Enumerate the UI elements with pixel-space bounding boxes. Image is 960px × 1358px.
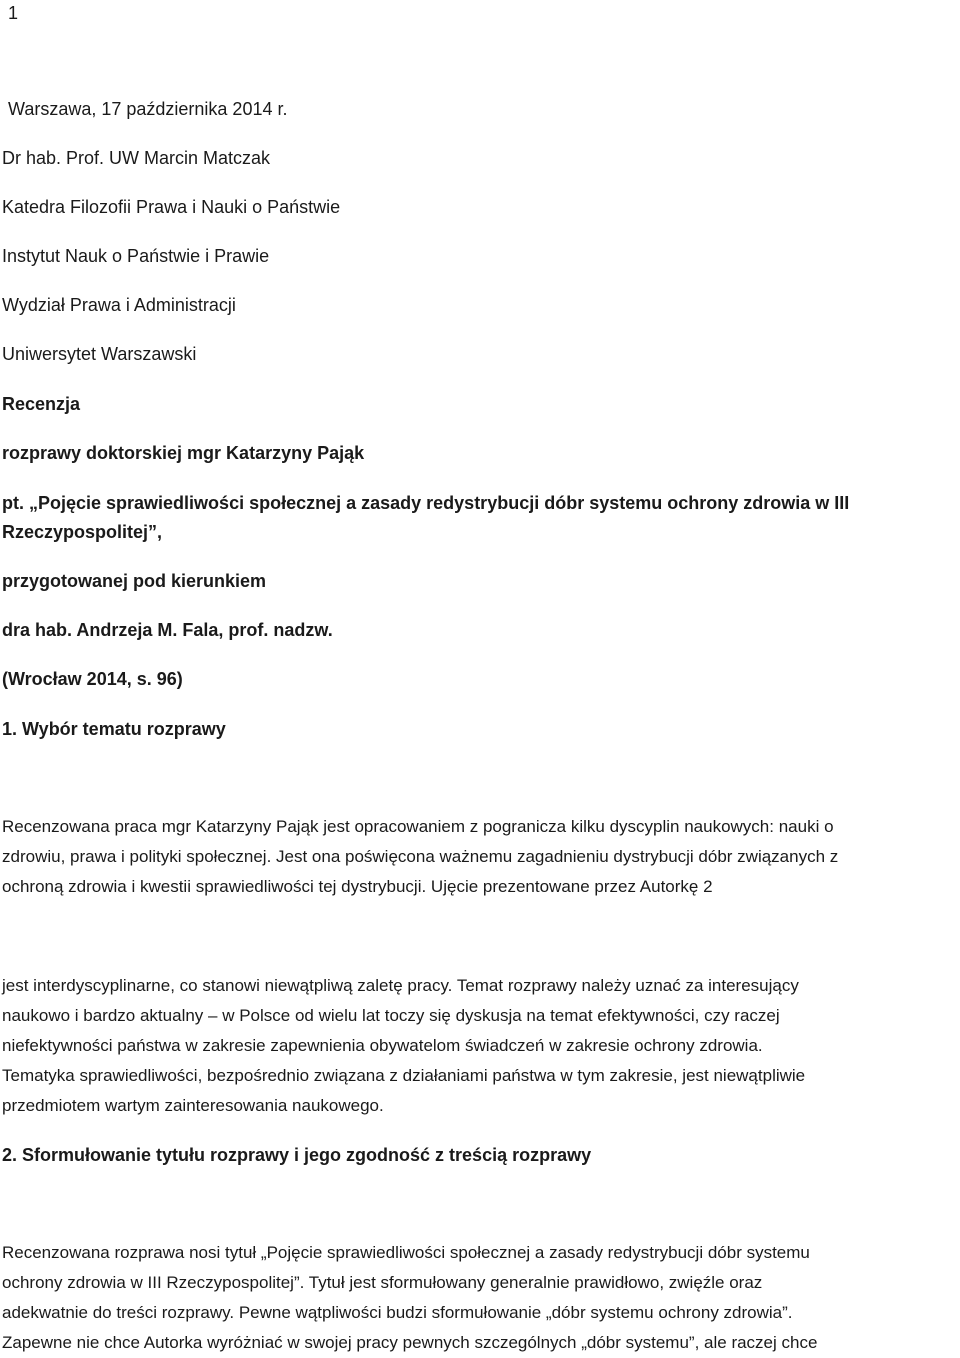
section-2-paragraph-1-line-2: ochrony zdrowia w III Rzeczypospolitej”. Tytuł jest sformułowany generalnie prawidłowo, zwięźle oraz xyxy=(2,1273,763,1292)
thesis-title-line-1: pt. „Pojęcie sprawiedliwości społecznej a zasady redystrybucji dóbr systemu ochrony zdrowia w III xyxy=(2,493,850,513)
section-1-paragraph-1-line-3: ochroną zdrowia i kwestii sprawiedliwości tej dystrybucji. Ujęcie prezentowane przez Autorkę 2 xyxy=(2,877,713,896)
author-name-line: Dr hab. Prof. UW Marcin Matczak xyxy=(2,148,271,168)
author-institute-line: Instytut Nauk o Państwie i Prawie xyxy=(2,246,270,266)
section-1-paragraph-2-line-5: przedmiotem wartym zainteresowania naukowego. xyxy=(2,1096,384,1115)
section-1-paragraph-2-line-2: naukowo i bardzo aktualny – w Polsce od wielu lat toczy się dyskusja na temat efektywności, czy raczej xyxy=(2,1006,780,1025)
section-1-heading: 1. Wybór tematu rozprawy xyxy=(2,719,226,739)
supervision-line: przygotowanej pod kierunkiem xyxy=(2,571,267,591)
section-1-paragraph-1-line-1: Recenzowana praca mgr Katarzyny Pająk jest opracowaniem z pogranicza kilku dyscyplin naukowych: nauki o xyxy=(2,817,834,836)
letter-date: Warszawa, 17 października 2014 r. xyxy=(8,99,288,119)
section-1-paragraph-2-line-1: jest interdyscyplinarne, co stanowi niewątpliwą zaletę pracy. Temat rozprawy należy uznać za interesujący xyxy=(2,976,799,995)
supervisor-line: dra hab. Andrzeja M. Fala, prof. nadzw. xyxy=(2,620,333,640)
publication-info-line: (Wrocław 2014, s. 96) xyxy=(2,669,183,689)
section-2-paragraph-1-line-4: Zapewne nie chce Autorka wyróżniać w swojej pracy pewnych szczególnych „dóbr systemu”, ale raczej chce xyxy=(2,1333,818,1352)
review-heading: Recenzja xyxy=(2,394,81,414)
author-faculty-line: Wydział Prawa i Administracji xyxy=(2,295,236,315)
section-2-heading: 2. Sformułowanie tytułu rozprawy i jego zgodność z treścią rozprawy xyxy=(2,1145,592,1165)
author-department-line: Katedra Filozofii Prawa i Nauki o Państwie xyxy=(2,197,341,217)
section-2-paragraph-1-line-1: Recenzowana rozprawa nosi tytuł „Pojęcie sprawiedliwości społecznej a zasady redystrybucji dóbr systemu xyxy=(2,1243,810,1262)
review-subject-line: rozprawy doktorskiej mgr Katarzyny Pająk xyxy=(2,443,365,463)
section-1-paragraph-1-line-2: zdrowiu, prawa i polityki społecznej. Jest ona poświęcona ważnemu zagadnieniu dystrybucji dóbr związanych z xyxy=(2,847,839,866)
thesis-title-line-2: Rzeczypospolitej”, xyxy=(2,522,163,542)
section-2-paragraph-1-line-3: adekwatnie do treści rozprawy. Pewne wątpliwości budzi sformułowanie „dóbr systemu ochrony zdrowia”. xyxy=(2,1303,793,1322)
section-1-paragraph-2-line-3: niefektywności państwa w zakresie zapewnienia obywatelom świadczeń w zakresie ochrony zdrowia. xyxy=(2,1036,763,1055)
section-1-paragraph-2-line-4: Tematyka sprawiedliwości, bezpośrednio związana z działaniami państwa w tym zakresie, jest niewątpliwie xyxy=(2,1066,806,1085)
page-number: 1 xyxy=(8,3,19,23)
author-university-line: Uniwersytet Warszawski xyxy=(2,344,197,364)
